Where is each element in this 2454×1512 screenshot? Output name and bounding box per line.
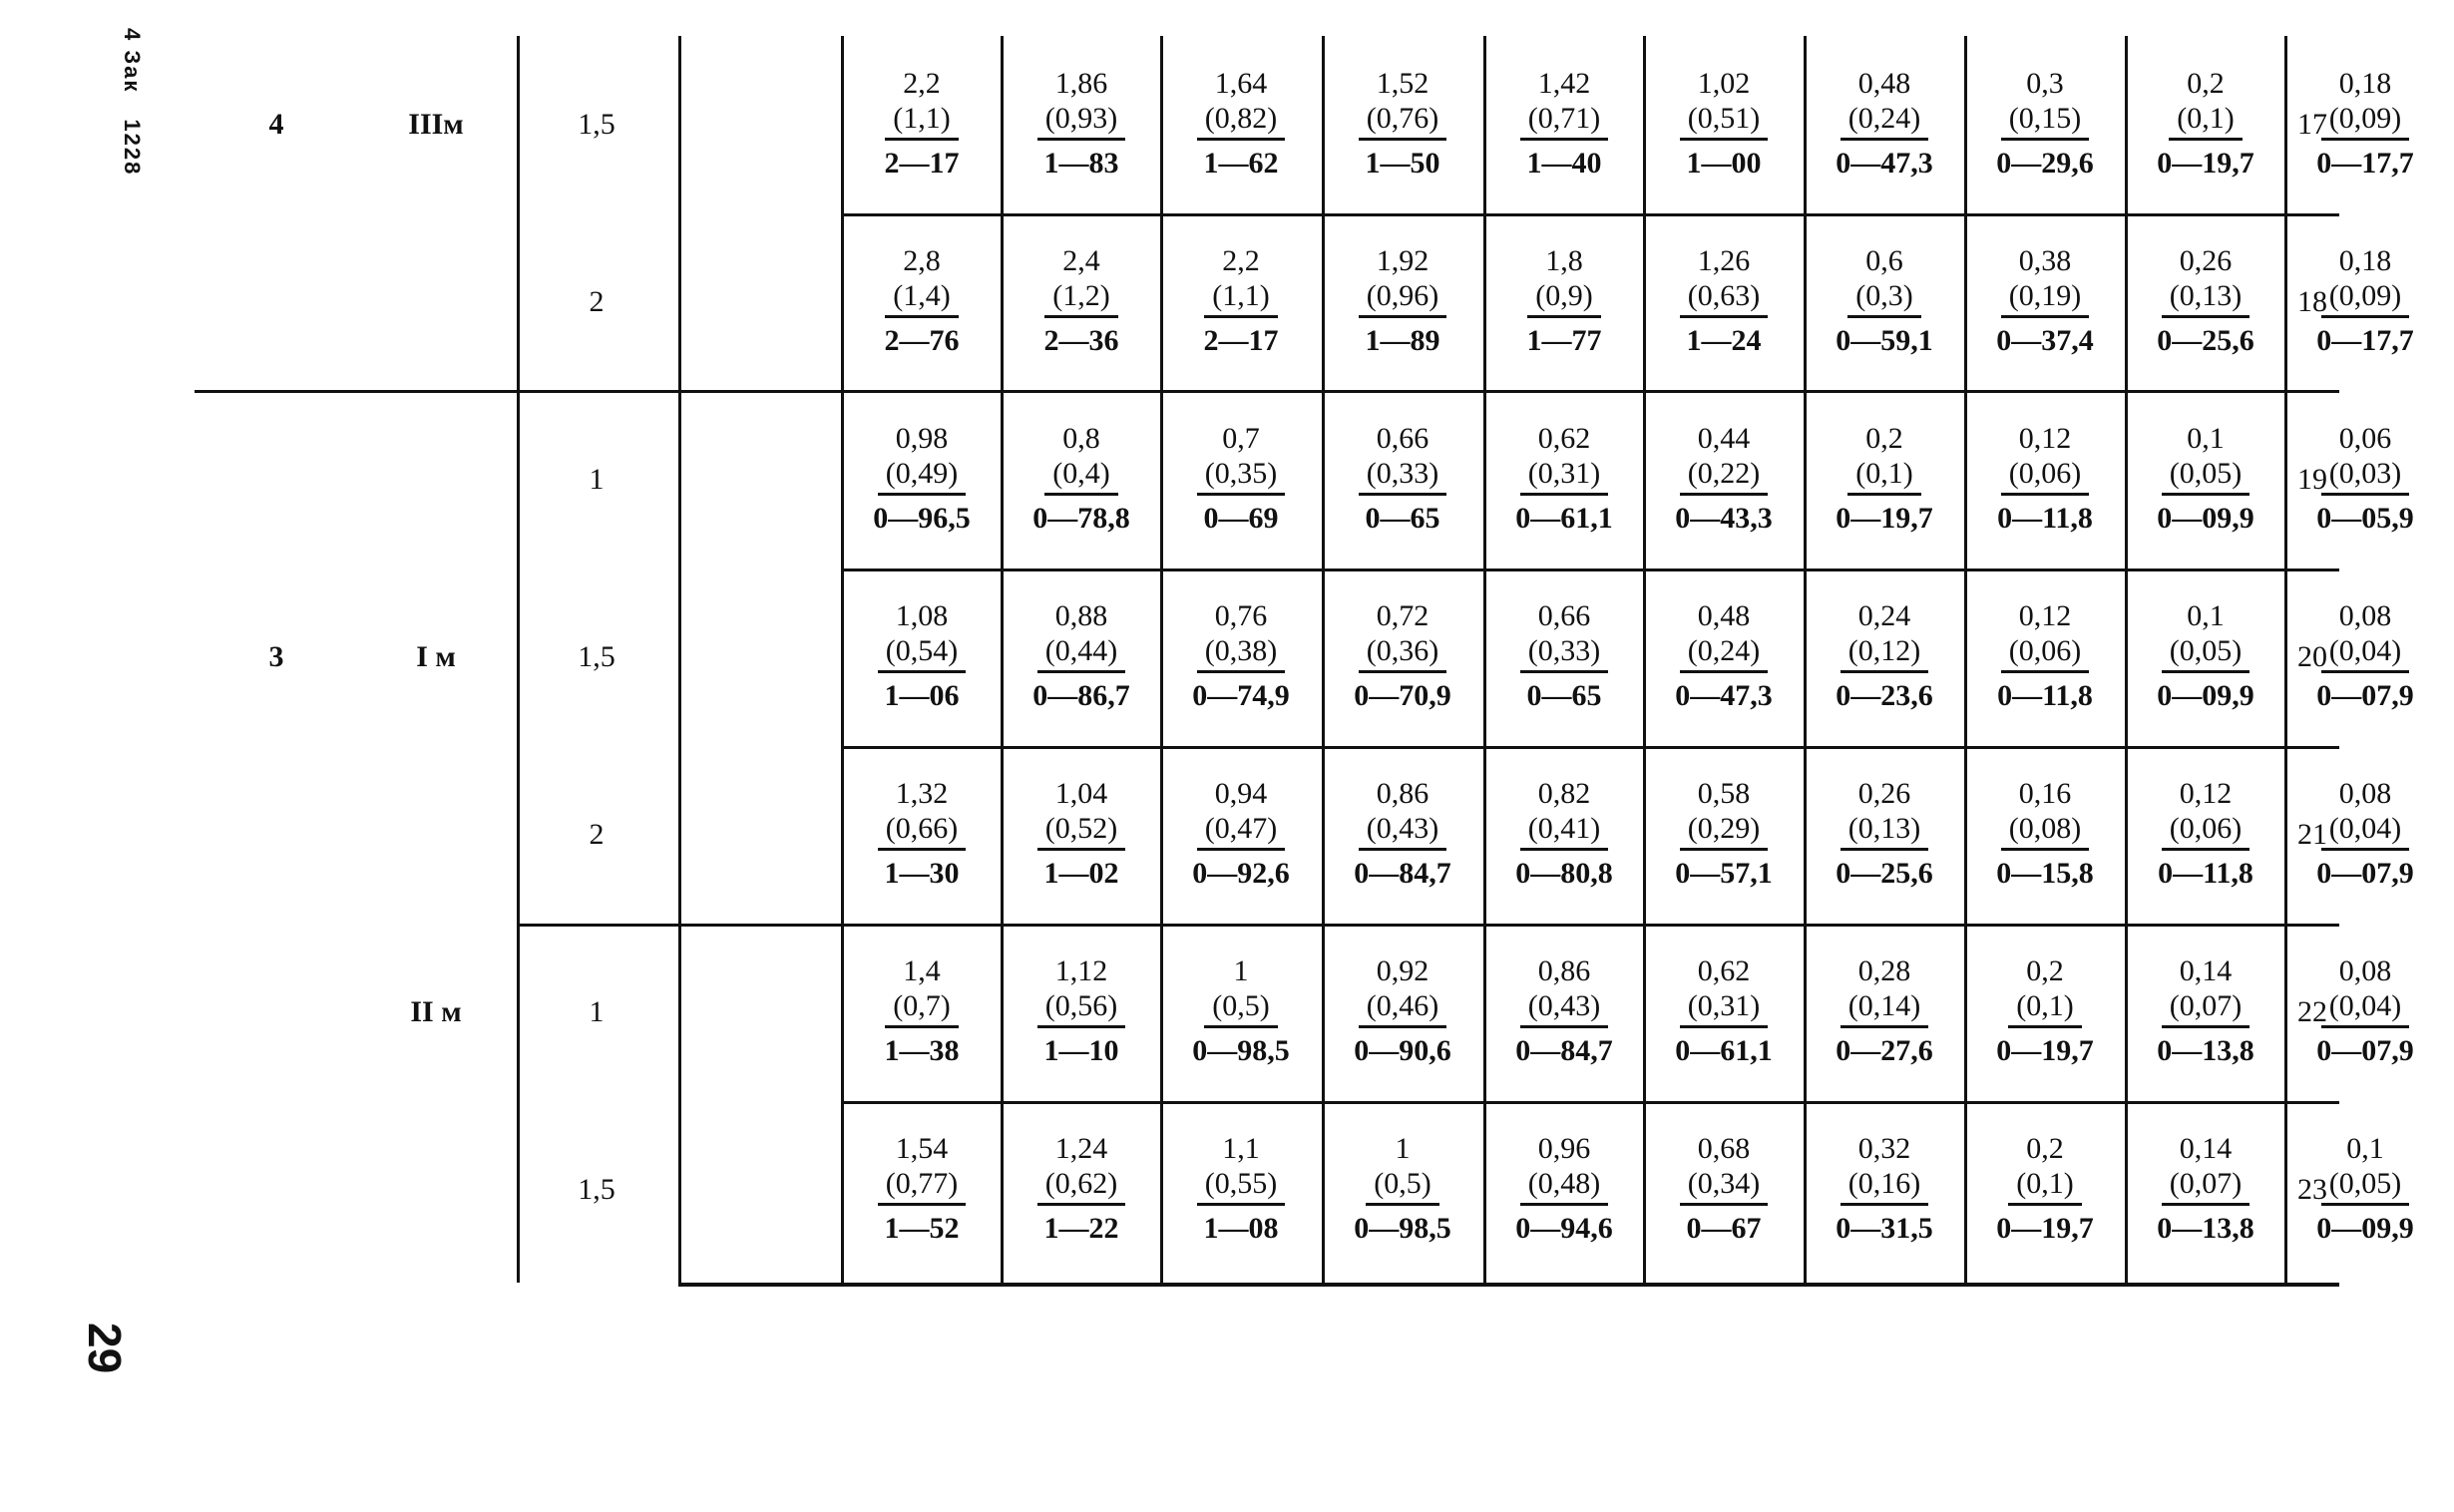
coefficient-value: 0,14 — [2179, 1131, 2233, 1165]
result-value: 0—11,8 — [2158, 856, 2253, 890]
value-cell — [1965, 36, 2125, 211]
result-value: 0—17,7 — [2316, 323, 2414, 357]
value-cell — [1161, 924, 1321, 1099]
coefficient-value: 1,42 — [1537, 66, 1591, 100]
value-cell — [1644, 924, 1804, 1099]
coefficient-value: 1,08 — [895, 598, 949, 632]
result-value: 0—90,6 — [1354, 1033, 1451, 1067]
value-cell — [1002, 746, 1161, 922]
coefficient-value: 0,06 — [2338, 421, 2392, 455]
value-cell — [842, 924, 1002, 1099]
result-value: 0—07,9 — [2316, 856, 2414, 890]
result-value: 0—98,5 — [1354, 1211, 1451, 1245]
coefficient-value: 0,2 — [2026, 1131, 2064, 1165]
value-cell — [1644, 746, 1804, 922]
value-cell — [1161, 36, 1321, 211]
result-value: 0—94,6 — [1515, 1211, 1613, 1245]
bracket-value: (0,09) — [2321, 102, 2409, 141]
bracket-value: (0,06) — [2162, 812, 2250, 851]
bracket-value: (0,04) — [2321, 812, 2409, 851]
bracket-value: (0,93) — [1037, 102, 1125, 141]
result-value: 0—84,7 — [1354, 856, 1451, 890]
value-cell — [1484, 746, 1644, 922]
bracket-value: (0,22) — [1680, 457, 1768, 496]
coefficient-value: 0,12 — [2179, 776, 2233, 810]
row-number: 19 — [2297, 463, 2327, 496]
load-value: 1 — [589, 463, 605, 496]
coefficient-value: 0,12 — [2018, 598, 2072, 632]
coefficient-value: 0,1 — [2346, 1131, 2384, 1165]
bracket-value: (0,05) — [2321, 1167, 2409, 1206]
value-cell — [1161, 746, 1321, 922]
value-cell — [842, 213, 1002, 389]
coefficient-value: 1,04 — [1054, 776, 1108, 810]
bracket-value: (1,2) — [1044, 279, 1117, 318]
bracket-value: (0,13) — [1840, 812, 1928, 851]
result-value: 0—17,7 — [2316, 146, 2414, 180]
load-value: 1,5 — [578, 1173, 615, 1206]
subtype-label: I м — [416, 640, 456, 673]
result-value: 1—24 — [1686, 323, 1762, 357]
value-cell — [842, 568, 1002, 744]
value-cell — [1323, 213, 1482, 389]
result-value: 1—40 — [1526, 146, 1602, 180]
result-value: 0—57,1 — [1675, 856, 1773, 890]
page-number: 29 — [79, 1323, 131, 1374]
coefficient-value: 0,98 — [895, 421, 949, 455]
coefficient-value: 1,8 — [1545, 243, 1583, 277]
value-cell — [2126, 1101, 2285, 1277]
value-cell — [1323, 1101, 1482, 1277]
bracket-value: (0,62) — [1037, 1167, 1125, 1206]
result-value: 2—36 — [1043, 323, 1119, 357]
result-value: 0—11,8 — [1997, 678, 2093, 712]
row-number: 18 — [2297, 285, 2327, 318]
result-value: 0—96,5 — [873, 501, 971, 535]
value-cell — [1644, 1101, 1804, 1277]
result-value: 0—11,8 — [1997, 501, 2093, 535]
bracket-value: (0,33) — [1520, 634, 1608, 673]
subtype-label: IIIм — [408, 108, 464, 141]
coefficient-value: 0,66 — [1376, 421, 1430, 455]
coefficient-value: 0,38 — [2018, 243, 2072, 277]
value-cell — [1161, 568, 1321, 744]
bracket-value: (0,43) — [1359, 812, 1446, 851]
bracket-value: (0,46) — [1359, 989, 1446, 1028]
coefficient-value: 1 — [1233, 953, 1249, 987]
bracket-value: (0,24) — [1680, 634, 1768, 673]
result-value: 0—19,7 — [1996, 1211, 2094, 1245]
result-value: 0—74,9 — [1192, 678, 1290, 712]
value-cell — [1805, 924, 1964, 1099]
value-cell — [1644, 36, 1804, 211]
coefficient-value: 2,2 — [1222, 243, 1260, 277]
coefficient-value: 0,2 — [1865, 421, 1903, 455]
value-cell — [1644, 391, 1804, 567]
value-cell — [1965, 213, 2125, 389]
coefficient-value: 0,66 — [1537, 598, 1591, 632]
value-cell — [1484, 391, 1644, 567]
bracket-value: (0,33) — [1359, 457, 1446, 496]
result-value: 1—52 — [884, 1211, 960, 1245]
result-value: 0—61,1 — [1675, 1033, 1773, 1067]
class-label: 4 — [268, 108, 284, 141]
load-value: 1 — [589, 995, 605, 1028]
value-cell — [1002, 391, 1161, 567]
coefficient-value: 0,68 — [1697, 1131, 1751, 1165]
result-value: 0—09,9 — [2157, 678, 2254, 712]
result-value: 0—07,9 — [2316, 678, 2414, 712]
value-cell — [842, 391, 1002, 567]
bracket-value: (0,12) — [1840, 634, 1928, 673]
value-cell — [1002, 568, 1161, 744]
bracket-value: (0,71) — [1520, 102, 1608, 141]
result-value: 0—78,8 — [1032, 501, 1130, 535]
result-value: 0—65 — [1526, 678, 1602, 712]
row-number: 20 — [2297, 640, 2327, 673]
bracket-value: (0,9) — [1527, 279, 1600, 318]
value-cell — [1161, 1101, 1321, 1277]
bracket-value: (0,09) — [2321, 279, 2409, 318]
bracket-value: (0,06) — [2001, 457, 2089, 496]
bracket-value: (0,06) — [2001, 634, 2089, 673]
value-cell — [1161, 391, 1321, 567]
value-cell — [1484, 568, 1644, 744]
value-cell — [2126, 391, 2285, 567]
bracket-value: (0,35) — [1197, 457, 1285, 496]
coefficient-value: 0,72 — [1376, 598, 1430, 632]
result-value: 0—86,7 — [1032, 678, 1130, 712]
value-cell — [1805, 1101, 1964, 1277]
coefficient-value: 0,16 — [2018, 776, 2072, 810]
load-value: 2 — [589, 285, 605, 318]
value-cell — [2126, 746, 2285, 922]
value-cell — [1644, 213, 1804, 389]
value-cell — [2126, 568, 2285, 744]
coefficient-value: 0,28 — [1857, 953, 1911, 987]
bracket-value: (0,04) — [2321, 634, 2409, 673]
result-value: 0—25,6 — [2157, 323, 2254, 357]
value-cell — [1965, 1101, 2125, 1277]
bracket-value: (0,03) — [2321, 457, 2409, 496]
result-value: 1—00 — [1686, 146, 1762, 180]
value-cell — [1323, 568, 1482, 744]
result-value: 1—02 — [1043, 856, 1119, 890]
coefficient-value: 0,48 — [1697, 598, 1751, 632]
coefficient-value: 0,18 — [2338, 243, 2392, 277]
result-value: 0—47,3 — [1836, 146, 1933, 180]
coefficient-value: 1,12 — [1054, 953, 1108, 987]
bracket-value: (1,1) — [885, 102, 958, 141]
result-value: 0—07,9 — [2316, 1033, 2414, 1067]
value-cell — [2126, 924, 2285, 1099]
bracket-value: (0,1) — [2169, 102, 2242, 141]
value-cell — [1002, 1101, 1161, 1277]
bracket-value: (1,4) — [885, 279, 958, 318]
result-value: 1—50 — [1365, 146, 1440, 180]
coefficient-value: 1,64 — [1214, 66, 1268, 100]
value-cell — [1805, 391, 1964, 567]
bracket-value: (0,07) — [2162, 989, 2250, 1028]
bracket-value: (0,36) — [1359, 634, 1446, 673]
coefficient-value: 1 — [1395, 1131, 1411, 1165]
coefficient-value: 2,4 — [1062, 243, 1100, 277]
bracket-value: (0,1) — [2008, 989, 2081, 1028]
value-cell — [1002, 213, 1161, 389]
value-cell — [2126, 36, 2285, 211]
coefficient-value: 0,08 — [2338, 598, 2392, 632]
bracket-value: (0,66) — [878, 812, 966, 851]
result-value: 1—10 — [1043, 1033, 1119, 1067]
coefficient-value: 0,94 — [1214, 776, 1268, 810]
coefficient-value: 1,1 — [1222, 1131, 1260, 1165]
load-value: 1,5 — [578, 108, 615, 141]
result-value: 0—67 — [1686, 1211, 1762, 1245]
value-cell — [1323, 924, 1482, 1099]
bracket-value: (0,63) — [1680, 279, 1768, 318]
bracket-value: (0,76) — [1359, 102, 1446, 141]
value-cell — [1484, 924, 1644, 1099]
bracket-value: (0,47) — [1197, 812, 1285, 851]
bracket-value: (0,54) — [878, 634, 966, 673]
coefficient-value: 0,8 — [1062, 421, 1100, 455]
coefficient-value: 1,24 — [1054, 1131, 1108, 1165]
bracket-value: (0,41) — [1520, 812, 1608, 851]
coefficient-value: 0,26 — [1857, 776, 1911, 810]
result-value: 0—61,1 — [1515, 501, 1613, 535]
bracket-value: (0,05) — [2162, 457, 2250, 496]
hline — [678, 1283, 2339, 1287]
coefficient-value: 0,88 — [1054, 598, 1108, 632]
bracket-value: (0,34) — [1680, 1167, 1768, 1206]
value-cell — [1002, 924, 1161, 1099]
value-cell — [1644, 568, 1804, 744]
result-value: 1—22 — [1043, 1211, 1119, 1245]
result-value: 0—65 — [1365, 501, 1440, 535]
value-cell — [1002, 36, 1161, 211]
result-value: 0—13,8 — [2157, 1211, 2254, 1245]
coefficient-value: 0,6 — [1865, 243, 1903, 277]
result-value: 0—29,6 — [1996, 146, 2094, 180]
result-value: 2—76 — [884, 323, 960, 357]
coefficient-value: 0,62 — [1537, 421, 1591, 455]
bracket-value: (0,55) — [1197, 1167, 1285, 1206]
bracket-value: (0,56) — [1037, 989, 1125, 1028]
coefficient-value: 0,82 — [1537, 776, 1591, 810]
result-value: 0—09,9 — [2316, 1211, 2414, 1245]
bracket-value: (0,05) — [2162, 634, 2250, 673]
result-value: 0—80,8 — [1515, 856, 1613, 890]
coefficient-value: 0,14 — [2179, 953, 2233, 987]
result-value: 0—19,7 — [2157, 146, 2254, 180]
row-number: 21 — [2297, 818, 2327, 851]
bracket-value: (0,19) — [2001, 279, 2089, 318]
bracket-value: (0,24) — [1840, 102, 1928, 141]
coefficient-value: 0,7 — [1222, 421, 1260, 455]
coefficient-value: 0,1 — [2187, 421, 2225, 455]
coefficient-value: 1,02 — [1697, 66, 1751, 100]
coefficient-value: 0,24 — [1857, 598, 1911, 632]
value-cell — [1965, 746, 2125, 922]
result-value: 1—06 — [884, 678, 960, 712]
load-value: 1,5 — [578, 640, 615, 673]
vline — [517, 36, 520, 1283]
bracket-value: (0,14) — [1840, 989, 1928, 1028]
bracket-value: (0,31) — [1680, 989, 1768, 1028]
coefficient-value: 0,26 — [2179, 243, 2233, 277]
result-value: 2—17 — [1203, 323, 1279, 357]
bracket-value: (0,51) — [1680, 102, 1768, 141]
row-number: 22 — [2297, 995, 2327, 1028]
bracket-value: (0,1) — [1847, 457, 1920, 496]
bracket-value: (0,43) — [1520, 989, 1608, 1028]
bracket-value: (0,5) — [1204, 989, 1277, 1028]
coefficient-value: 0,62 — [1697, 953, 1751, 987]
bracket-value: (0,15) — [2001, 102, 2089, 141]
coefficient-value: 0,2 — [2187, 66, 2225, 100]
coefficient-value: 0,92 — [1376, 953, 1430, 987]
result-value: 0—70,9 — [1354, 678, 1451, 712]
coefficient-value: 0,76 — [1214, 598, 1268, 632]
value-cell — [1323, 746, 1482, 922]
value-cell — [1805, 746, 1964, 922]
margin-note-number: 1228 — [120, 119, 145, 177]
row-number: 23 — [2297, 1173, 2327, 1206]
coefficient-value: 0,3 — [2026, 66, 2064, 100]
result-value: 0—69 — [1203, 501, 1279, 535]
coefficient-value: 0,96 — [1537, 1131, 1591, 1165]
result-value: 0—31,5 — [1836, 1211, 1933, 1245]
coefficient-value: 0,12 — [2018, 421, 2072, 455]
result-value: 0—84,7 — [1515, 1033, 1613, 1067]
coefficient-value: 0,32 — [1857, 1131, 1911, 1165]
bracket-value: (0,48) — [1520, 1167, 1608, 1206]
bracket-value: (0,16) — [1840, 1167, 1928, 1206]
result-value: 1—38 — [884, 1033, 960, 1067]
coefficient-value: 1,32 — [895, 776, 949, 810]
result-value: 1—77 — [1526, 323, 1602, 357]
value-cell — [842, 746, 1002, 922]
coefficient-value: 0,1 — [2187, 598, 2225, 632]
result-value: 0—27,6 — [1836, 1033, 1933, 1067]
value-cell — [1805, 568, 1964, 744]
margin-note — [119, 28, 145, 176]
coefficient-value: 0,08 — [2338, 953, 2392, 987]
bracket-value: (0,13) — [2162, 279, 2250, 318]
result-value: 0—59,1 — [1836, 323, 1933, 357]
value-cell — [1805, 213, 1964, 389]
value-cell — [1484, 1101, 1644, 1277]
coefficient-value: 0,18 — [2338, 66, 2392, 100]
coefficient-value: 0,44 — [1697, 421, 1751, 455]
coefficient-value: 0,08 — [2338, 776, 2392, 810]
result-value: 0—15,8 — [1996, 856, 2094, 890]
bracket-value: (0,1) — [2008, 1167, 2081, 1206]
coefficient-value: 1,92 — [1376, 243, 1430, 277]
bracket-value: (0,96) — [1359, 279, 1446, 318]
result-value: 0—09,9 — [2157, 501, 2254, 535]
subtype-label: II м — [410, 995, 462, 1028]
coefficient-value: 1,4 — [903, 953, 941, 987]
coefficient-value: 0,58 — [1697, 776, 1751, 810]
coefficient-value: 0,2 — [2026, 953, 2064, 987]
vline — [678, 36, 681, 1283]
coefficient-value: 0,86 — [1537, 953, 1591, 987]
result-value: 1—89 — [1365, 323, 1440, 357]
bracket-value: (0,04) — [2321, 989, 2409, 1028]
value-cell — [842, 36, 1002, 211]
result-value: 0—23,6 — [1836, 678, 1933, 712]
bracket-value: (0,38) — [1197, 634, 1285, 673]
coefficient-value: 1,52 — [1376, 66, 1430, 100]
result-value: 0—19,7 — [1836, 501, 1933, 535]
coefficient-value: 0,86 — [1376, 776, 1430, 810]
coefficient-value: 1,54 — [895, 1131, 949, 1165]
bracket-value: (0,52) — [1037, 812, 1125, 851]
bracket-value: (0,29) — [1680, 812, 1768, 851]
value-cell — [1484, 213, 1644, 389]
result-value: 0—98,5 — [1192, 1033, 1290, 1067]
value-cell — [1965, 924, 2125, 1099]
coefficient-value: 1,86 — [1054, 66, 1108, 100]
result-value: 0—13,8 — [2157, 1033, 2254, 1067]
bracket-value: (1,1) — [1204, 279, 1277, 318]
value-cell — [2126, 213, 2285, 389]
result-value: 1—08 — [1203, 1211, 1279, 1245]
value-cell — [1323, 36, 1482, 211]
bracket-value: (0,31) — [1520, 457, 1608, 496]
value-cell — [1805, 36, 1964, 211]
value-cell — [1965, 568, 2125, 744]
value-cell — [842, 1101, 1002, 1277]
result-value: 0—19,7 — [1996, 1033, 2094, 1067]
result-value: 0—25,6 — [1836, 856, 1933, 890]
bracket-value: (0,44) — [1037, 634, 1125, 673]
value-cell — [1161, 213, 1321, 389]
result-value: 0—47,3 — [1675, 678, 1773, 712]
bracket-value: (0,82) — [1197, 102, 1285, 141]
margin-note-order: 4 Зак — [120, 28, 145, 94]
value-cell — [1323, 391, 1482, 567]
result-value: 1—83 — [1043, 146, 1119, 180]
bracket-value: (0,3) — [1847, 279, 1920, 318]
coefficient-value: 0,48 — [1857, 66, 1911, 100]
result-value: 1—30 — [884, 856, 960, 890]
bracket-value: (0,07) — [2162, 1167, 2250, 1206]
coefficient-value: 2,8 — [903, 243, 941, 277]
bracket-value: (0,08) — [2001, 812, 2089, 851]
result-value: 2—17 — [884, 146, 960, 180]
bracket-value: (0,5) — [1366, 1167, 1438, 1206]
class-label: 3 — [268, 640, 284, 673]
result-value: 1—62 — [1203, 146, 1279, 180]
value-cell — [1965, 391, 2125, 567]
coefficient-value: 1,26 — [1697, 243, 1751, 277]
result-value: 0—37,4 — [1996, 323, 2094, 357]
bracket-value: (0,77) — [878, 1167, 966, 1206]
bracket-value: (0,49) — [878, 457, 966, 496]
coefficient-value: 2,2 — [903, 66, 941, 100]
row-number: 17 — [2297, 108, 2327, 141]
bracket-value: (0,4) — [1044, 457, 1117, 496]
load-value: 2 — [589, 818, 605, 851]
value-cell — [1484, 36, 1644, 211]
bracket-value: (0,7) — [885, 989, 958, 1028]
result-value: 0—43,3 — [1675, 501, 1773, 535]
result-value: 0—92,6 — [1192, 856, 1290, 890]
result-value: 0—05,9 — [2316, 501, 2414, 535]
